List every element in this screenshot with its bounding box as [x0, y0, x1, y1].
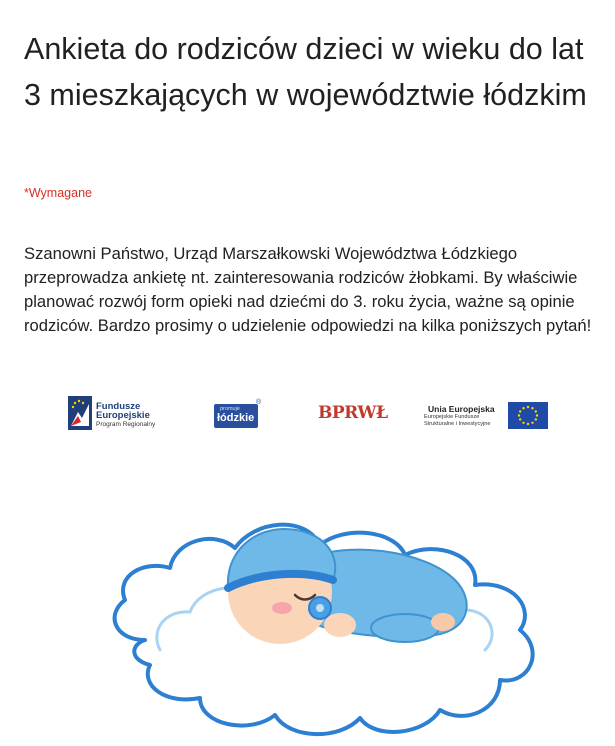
lodzkie-big-text: łódzkie [217, 412, 255, 424]
bprwl-text: BPRWŁ [318, 403, 388, 423]
form-title: Ankieta do rodziców dzieci w wieku do lat 3 mieszkających w województwie łódzkim [24, 32, 587, 112]
fundusze-europejskie-logo [68, 392, 188, 436]
unia-line3: Strukturalne i Inwestycyjne [424, 421, 491, 427]
required-note: *Wymagane [24, 186, 92, 200]
unia-line2: Europejskie Fundusze [424, 414, 480, 420]
sleeping-baby-cloud-illustration [105, 500, 585, 746]
bprwl-logo [316, 392, 388, 436]
fundusze-line2: Europejskie [96, 410, 150, 421]
fundusze-emblem-icon [68, 396, 94, 432]
fundusze-line3: Program Regionalny [96, 421, 156, 428]
unia-line1: Unia Europejska [428, 404, 495, 414]
logo-strip [0, 392, 615, 436]
eu-flag-icon [508, 402, 548, 429]
registered-mark: ® [256, 399, 262, 406]
lodzkie-small-text: promuje [220, 406, 240, 412]
promuje-lodzkie-logo [214, 392, 264, 436]
fundusze-line1: Fundusze [96, 401, 141, 412]
unia-europejska-logo [418, 392, 552, 436]
form-description: Szanowni Państwo, Urząd Marszałkowski Województwa Łódzkiego przeprowadza ankietę nt. zainteresowania rodziców żłobkami. By właściwie planować rozwój form opieki nad dziećmi do 3. roku życia, ważne są opinie rodziców. Bardzo prosimy o udzielenie odpowiedzi na kilka poniższych pytań! [24, 244, 592, 335]
